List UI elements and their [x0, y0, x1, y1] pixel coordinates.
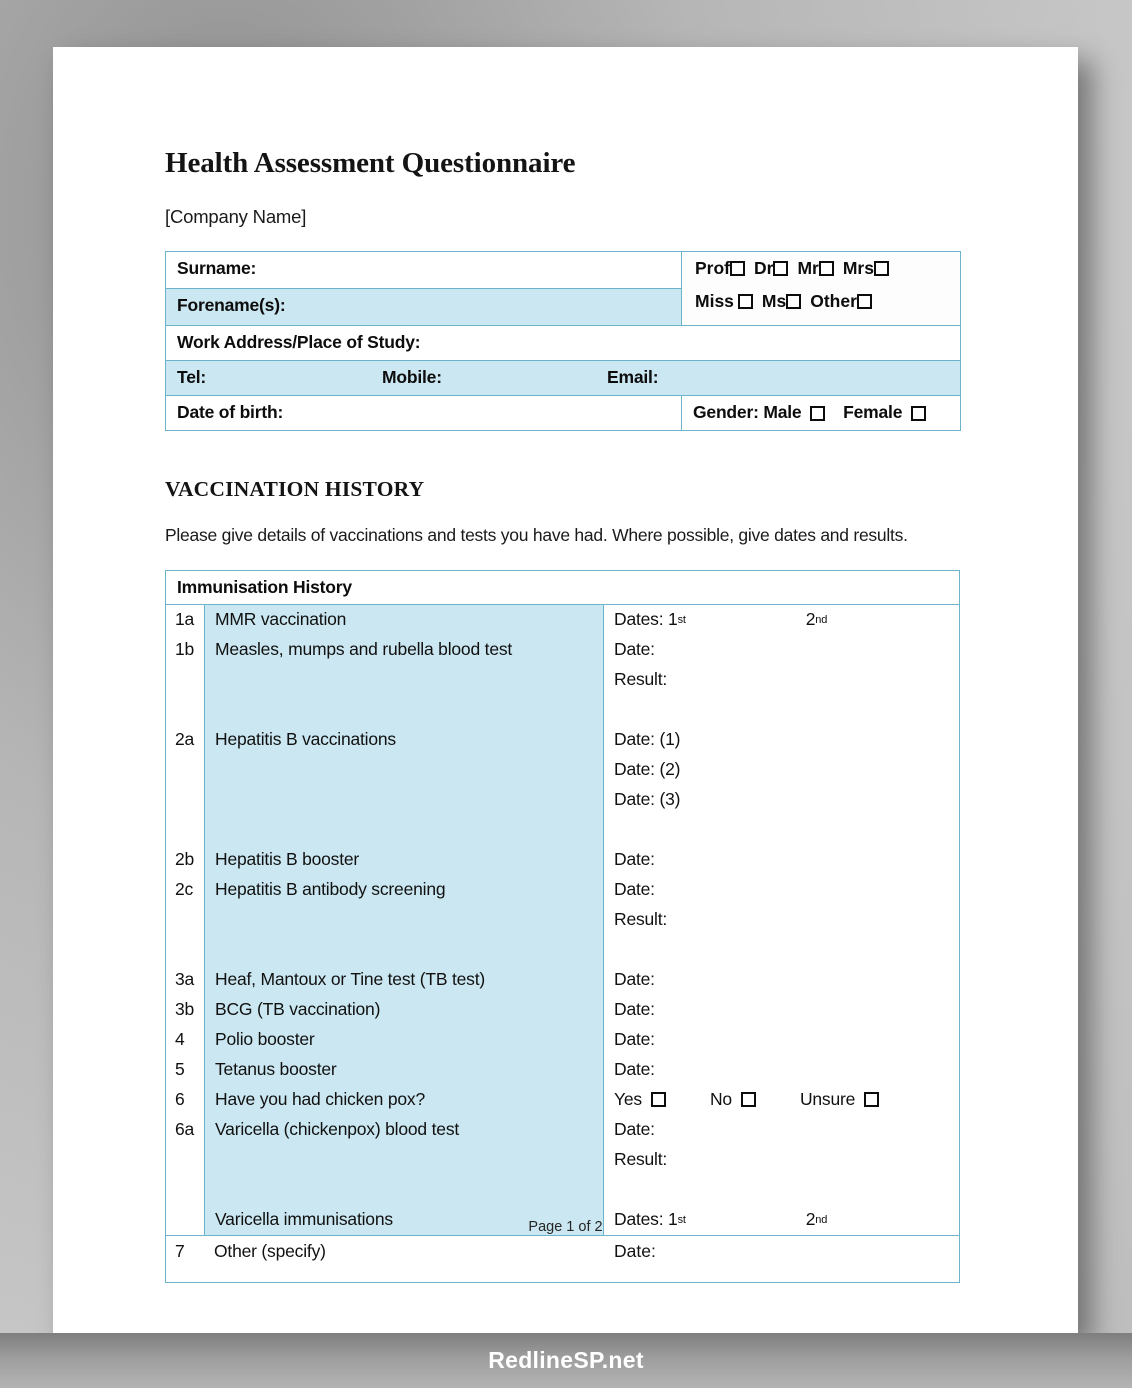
immunisation-row-description: Hepatitis B booster — [215, 849, 360, 870]
title-mr-label: Mr — [797, 258, 819, 279]
watermark-text: RedlineSP.net — [488, 1347, 644, 1373]
title-dr-label: Dr — [754, 258, 774, 279]
page-content — [165, 147, 965, 1283]
immunisation-row-date-field[interactable]: Dates: 1 st 2 nd — [614, 609, 828, 630]
vaccination-intro-text: Please give details of vaccinations and tests you have had. Where possible, give dates and results. — [165, 525, 908, 546]
surname-cell[interactable] — [166, 252, 682, 289]
immunisation-row-description: Varicella immunisations — [215, 1209, 393, 1230]
immunisation-row-date-field[interactable]: Date: — [614, 849, 655, 870]
immunisation-row-number — [166, 785, 204, 815]
immunisation-row-date-field[interactable]: Result: — [614, 669, 668, 690]
immunisation-row-number: 6a — [175, 1119, 195, 1140]
immunisation-table-body — [166, 605, 959, 1235]
immunisation-row-date-field[interactable]: Date: — [614, 969, 655, 990]
immunisation-row-number: 2c — [175, 879, 194, 900]
immunisation-date-column — [604, 605, 959, 1235]
table-row — [166, 326, 961, 361]
table-row — [166, 361, 961, 396]
title-options-row-1 — [682, 252, 960, 279]
gender-female-checkbox[interactable] — [911, 406, 926, 421]
chickenpox-option-label: Unsure — [799, 1089, 856, 1110]
other-row-number: 7 — [175, 1240, 185, 1261]
dates-label: Dates: 1 — [614, 609, 678, 630]
title-other-label: Other — [810, 291, 857, 312]
immunisation-row-date-field[interactable]: Dates: 1 st 2 nd — [614, 1209, 828, 1230]
immunisation-row-description — [205, 695, 603, 725]
immunisation-row-number: 5 — [175, 1059, 185, 1080]
immunisation-row-number: 6 — [175, 1089, 185, 1110]
immunisation-row-description: Have you had chicken pox? — [215, 1089, 425, 1110]
page-title: Health Assessment Questionnaire — [165, 147, 576, 179]
table-row — [166, 252, 961, 289]
immunisation-row-number — [166, 695, 204, 725]
immunisation-row-date-field[interactable]: Date: — [614, 999, 655, 1020]
immunisation-row-description: MMR vaccination — [215, 609, 347, 630]
immunisation-row-number — [166, 665, 204, 695]
immunisation-row-description: Varicella (chickenpox) blood test — [215, 1119, 460, 1140]
immunisation-row-number — [166, 815, 204, 845]
immunisation-row-date-field — [604, 695, 959, 725]
gender-options — [682, 396, 960, 429]
title-mrs-checkbox[interactable] — [874, 261, 889, 276]
immunisation-row-description: Measles, mumps and rubella blood test — [215, 639, 513, 660]
dob-label: Date of birth: — [177, 402, 284, 423]
tel-label: Tel: — [177, 367, 207, 388]
forename-label: Forename(s): — [177, 295, 286, 316]
title-miss-checkbox[interactable] — [738, 294, 753, 309]
chickenpox-no-checkbox[interactable] — [741, 1092, 756, 1107]
contact-fields — [166, 361, 960, 394]
chickenpox-option-label: Yes — [614, 1089, 642, 1110]
chickenpox-yes-checkbox[interactable] — [651, 1092, 666, 1107]
immunisation-row-number — [166, 935, 204, 965]
gender-male-checkbox[interactable] — [810, 406, 825, 421]
immunisation-row-description: Hepatitis B vaccinations — [215, 729, 396, 750]
watermark-bar — [0, 1333, 1132, 1388]
immunisation-row-date-field[interactable]: Date: — [614, 1059, 655, 1080]
immunisation-row-number — [166, 1175, 204, 1205]
page-footer: Page 1 of 2 — [528, 1219, 603, 1235]
mobile-label: Mobile: — [382, 367, 442, 388]
personal-details-table — [165, 251, 961, 431]
immunisation-row-description — [205, 815, 603, 845]
title-mrs-label: Mrs — [842, 258, 874, 279]
immunisation-row-date-field[interactable]: Date: (3) — [614, 789, 681, 810]
immunisation-row-description: BCG (TB vaccination) — [215, 999, 381, 1020]
immunisation-row-description — [205, 785, 603, 815]
title-dr-checkbox[interactable] — [773, 261, 788, 276]
title-ms-label: Ms — [761, 291, 787, 312]
table-row — [166, 396, 961, 431]
dob-cell[interactable] — [166, 396, 682, 431]
immunisation-row-date-field[interactable]: Date: — [614, 1029, 655, 1050]
immunisation-row-number: 2a — [175, 729, 195, 750]
other-row-date-field[interactable]: Date: — [614, 1240, 656, 1261]
immunisation-row-date-field[interactable]: Date: — [614, 879, 655, 900]
immunisation-row-date-field[interactable]: Result: — [614, 909, 668, 930]
title-other-checkbox[interactable] — [857, 294, 872, 309]
immunisation-row-date-field — [604, 1175, 959, 1205]
second-dose-label: 2 — [805, 1209, 816, 1230]
gender-female-label: Female — [843, 402, 903, 423]
immunisation-row-number: 4 — [175, 1029, 185, 1050]
surname-label: Surname: — [177, 258, 257, 279]
immunisation-row-number: 3a — [175, 969, 195, 990]
immunisation-row-description — [205, 935, 603, 965]
immunisation-description-column — [204, 605, 604, 1235]
immunisation-row-description: Polio booster — [215, 1029, 315, 1050]
immunisation-row-description — [205, 755, 603, 785]
dates-label: Dates: 1 — [614, 1209, 678, 1230]
immunisation-row-description — [205, 1145, 603, 1175]
immunisation-row-number — [166, 755, 204, 785]
immunisation-number-column — [166, 605, 204, 1235]
title-mr-checkbox[interactable] — [819, 261, 834, 276]
immunisation-row-number: 2b — [175, 849, 195, 870]
immunisation-row-date-field[interactable] — [604, 1085, 959, 1115]
immunisation-row-date-field[interactable]: Date: — [614, 639, 655, 660]
title-selection-cell — [682, 252, 961, 326]
immunisation-row-date-field[interactable]: Date: (1) — [614, 729, 681, 750]
chickenpox-unsure-checkbox[interactable] — [864, 1092, 879, 1107]
immunisation-row-date-field[interactable]: Date: — [614, 1119, 655, 1140]
title-prof-checkbox[interactable] — [730, 261, 745, 276]
document-page — [53, 47, 1078, 1333]
immunisation-row-description: Tetanus booster — [215, 1059, 337, 1080]
immunisation-row-description — [205, 1175, 603, 1205]
other-row-description: Other (specify) — [214, 1240, 326, 1261]
title-options-row-2 — [682, 279, 960, 312]
immunisation-row-number: 1b — [175, 639, 195, 660]
immunisation-row-description — [205, 665, 603, 695]
immunisation-row-number — [166, 905, 204, 935]
vaccination-section-title: VACCINATION HISTORY — [165, 477, 425, 502]
immunisation-row-number: 1a — [175, 609, 195, 630]
title-ms-checkbox[interactable] — [786, 294, 801, 309]
immunisation-row-number — [166, 1145, 204, 1175]
work-address-cell[interactable] — [166, 326, 961, 361]
contact-cell[interactable] — [166, 361, 961, 396]
immunisation-row-date-field[interactable]: Date: (2) — [614, 759, 681, 780]
immunisation-other-row — [166, 1235, 959, 1282]
immunisation-row-description — [205, 905, 603, 935]
immunisation-history-table — [165, 570, 960, 1283]
immunisation-row-date-field — [604, 815, 959, 845]
email-label: Email: — [607, 367, 659, 388]
title-miss-label: Miss — [695, 291, 734, 312]
title-prof-label: Prof — [695, 258, 730, 279]
immunisation-row-date-field — [604, 935, 959, 965]
immunisation-row-description: Hepatitis B antibody screening — [215, 879, 446, 900]
chickenpox-option-label: No — [709, 1089, 732, 1110]
gender-cell — [682, 396, 961, 431]
immunisation-row-description: Heaf, Mantoux or Tine test (TB test) — [215, 969, 485, 990]
gender-male-label: Gender: Male — [693, 402, 802, 423]
work-address-label: Work Address/Place of Study: — [177, 332, 421, 353]
forename-cell[interactable] — [166, 289, 682, 326]
immunisation-table-header: Immunisation History — [166, 571, 959, 605]
company-name-placeholder: [Company Name] — [165, 206, 307, 228]
immunisation-row-date-field[interactable]: Result: — [614, 1149, 668, 1170]
immunisation-row-number: 3b — [175, 999, 195, 1020]
second-dose-label: 2 — [805, 609, 816, 630]
